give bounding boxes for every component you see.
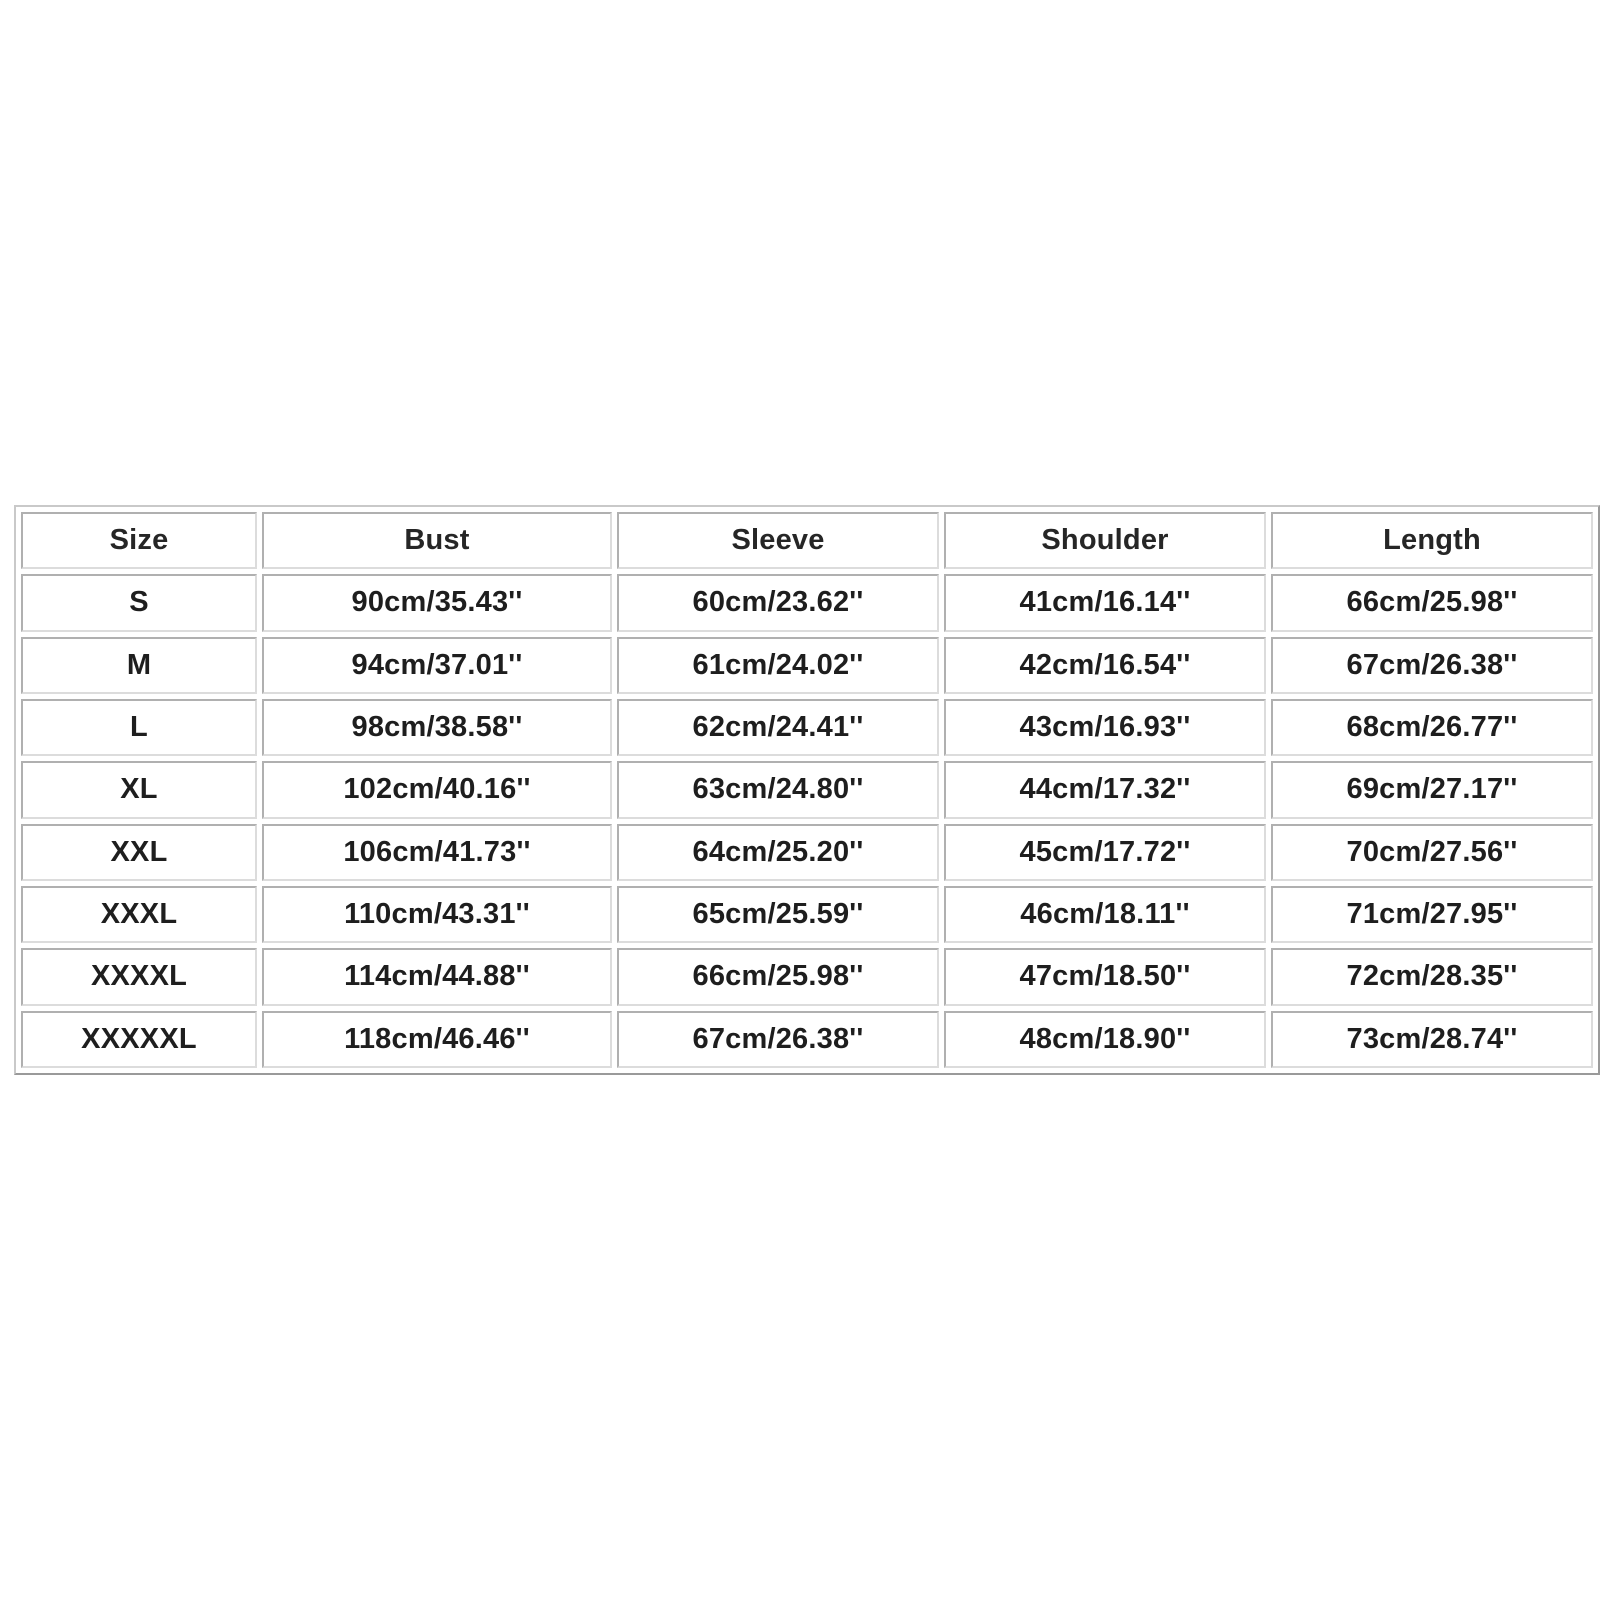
cell-shoulder: 46cm/18.11'' <box>944 886 1266 943</box>
size-chart-table <box>14 505 1600 1075</box>
cell-length: 70cm/27.56'' <box>1271 824 1593 881</box>
cell-shoulder: 42cm/16.54'' <box>944 637 1266 694</box>
cell-shoulder: 45cm/17.72'' <box>944 824 1266 881</box>
cell-bust: 106cm/41.73'' <box>262 824 612 881</box>
cell-size: XXXXL <box>21 948 257 1005</box>
header-bust: Bust <box>262 512 612 569</box>
table-row <box>21 699 1593 756</box>
cell-size: XL <box>21 761 257 818</box>
cell-shoulder: 43cm/16.93'' <box>944 699 1266 756</box>
cell-length: 68cm/26.77'' <box>1271 699 1593 756</box>
header-shoulder: Shoulder <box>944 512 1266 569</box>
header-size: Size <box>21 512 257 569</box>
cell-bust: 102cm/40.16'' <box>262 761 612 818</box>
cell-sleeve: 63cm/24.80'' <box>617 761 939 818</box>
cell-sleeve: 66cm/25.98'' <box>617 948 939 1005</box>
header-sleeve: Sleeve <box>617 512 939 569</box>
cell-sleeve: 65cm/25.59'' <box>617 886 939 943</box>
cell-bust: 94cm/37.01'' <box>262 637 612 694</box>
cell-size: L <box>21 699 257 756</box>
cell-length: 67cm/26.38'' <box>1271 637 1593 694</box>
cell-length: 71cm/27.95'' <box>1271 886 1593 943</box>
cell-size: XXXXXL <box>21 1011 257 1068</box>
cell-sleeve: 62cm/24.41'' <box>617 699 939 756</box>
cell-length: 72cm/28.35'' <box>1271 948 1593 1005</box>
cell-sleeve: 67cm/26.38'' <box>617 1011 939 1068</box>
header-length: Length <box>1271 512 1593 569</box>
table-row <box>21 761 1593 818</box>
cell-bust: 98cm/38.58'' <box>262 699 612 756</box>
cell-sleeve: 60cm/23.62'' <box>617 574 939 631</box>
cell-size: S <box>21 574 257 631</box>
cell-bust: 90cm/35.43'' <box>262 574 612 631</box>
cell-size: M <box>21 637 257 694</box>
cell-sleeve: 61cm/24.02'' <box>617 637 939 694</box>
cell-size: XXL <box>21 824 257 881</box>
cell-length: 73cm/28.74'' <box>1271 1011 1593 1068</box>
cell-size: XXXL <box>21 886 257 943</box>
table-row <box>21 637 1593 694</box>
table-row <box>21 1011 1593 1068</box>
cell-shoulder: 48cm/18.90'' <box>944 1011 1266 1068</box>
cell-shoulder: 47cm/18.50'' <box>944 948 1266 1005</box>
table-header-row <box>21 512 1593 569</box>
table-row <box>21 886 1593 943</box>
table-row <box>21 574 1593 631</box>
cell-shoulder: 41cm/16.14'' <box>944 574 1266 631</box>
cell-bust: 118cm/46.46'' <box>262 1011 612 1068</box>
cell-bust: 114cm/44.88'' <box>262 948 612 1005</box>
cell-shoulder: 44cm/17.32'' <box>944 761 1266 818</box>
table-row <box>21 824 1593 881</box>
table-row <box>21 948 1593 1005</box>
cell-bust: 110cm/43.31'' <box>262 886 612 943</box>
cell-sleeve: 64cm/25.20'' <box>617 824 939 881</box>
cell-length: 66cm/25.98'' <box>1271 574 1593 631</box>
cell-length: 69cm/27.17'' <box>1271 761 1593 818</box>
